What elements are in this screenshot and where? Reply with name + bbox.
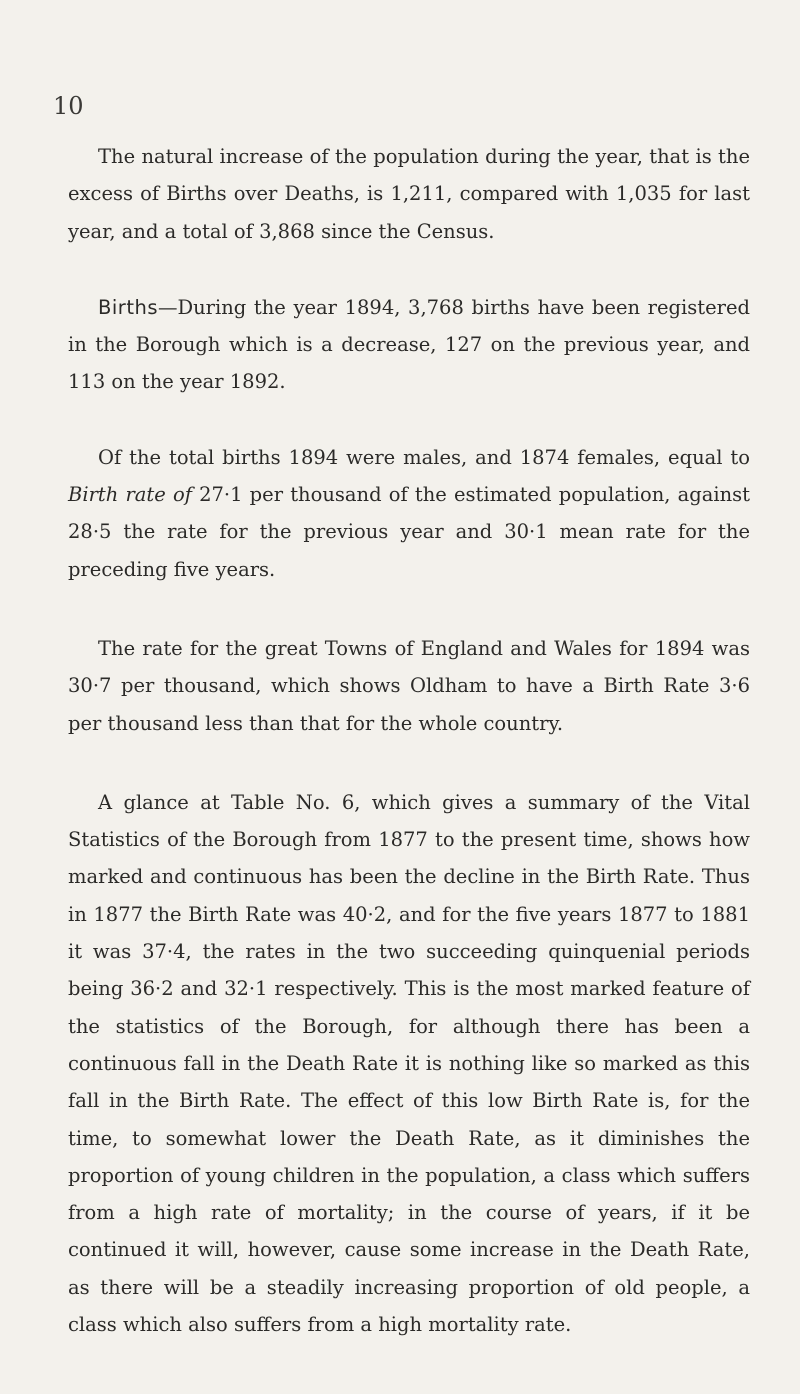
birth-rate-text-b: 27·1 per thousand of the estimated population, against 28·5 the rate for the previous year and 30·1 mean rate for the preceding five years. <box>68 483 750 581</box>
paragraph-birth-rate <box>68 439 750 588</box>
paragraph-vital-statistics: A glance at Table No. 6, which gives a summary of the Vital Statistics of the Borough from 1877 to the present time, shows how marked and continuous has been the decline in the Birth Rate. Thus in 1877 the Birth Rate was 40·2, and for the five years 1877 to 1881 it was 37·4, the rates in the two succeeding quinquenial periods being 36·2 and 32·1 respectively. This is the most marked feature of the statistics of the Borough, for although there has been a continuous fall in the Death Rate it is nothing like so marked as this fall in the Birth Rate. The effect of this low Birth Rate is, for the time, to somewhat lower the Death Rate, as it diminishes the proportion of young children in the population, a class which suffers from a high rate of mortality; in the course of years, if it be continued it will, however, cause some increase in the Death Rate, as there will be a steadily increasing proportion of old people, a class which also suffers from a high mortality rate. <box>68 790 750 1337</box>
paragraph-births <box>68 289 750 401</box>
births-heading: Births <box>98 295 158 319</box>
paragraph-natural-increase: The natural increase of the population during the year, that is the excess of Births over Deaths, is 1,211, compared with 1,035 for last year, and a total of 3,868 since the Census. <box>68 145 750 243</box>
birth-rate-text-a: Of the total births 1894 were males, and 1874 females, equal to <box>98 445 750 469</box>
paragraph-great-towns: The rate for the great Towns of England and Wales for 1894 was 30·7 per thousand, which shows Oldham to have a Birth Rate 3·6 per thousand less than that for the whole country. <box>68 636 750 735</box>
page-number: 10 <box>53 92 84 120</box>
body-text <box>68 138 750 1343</box>
births-text: —During the year 1894, 3,768 births have been registered in the Borough which is a decrease, 127 on the previous year, and 113 on the year 1892. <box>68 295 750 394</box>
birth-rate-italic: Birth rate of <box>68 483 192 507</box>
